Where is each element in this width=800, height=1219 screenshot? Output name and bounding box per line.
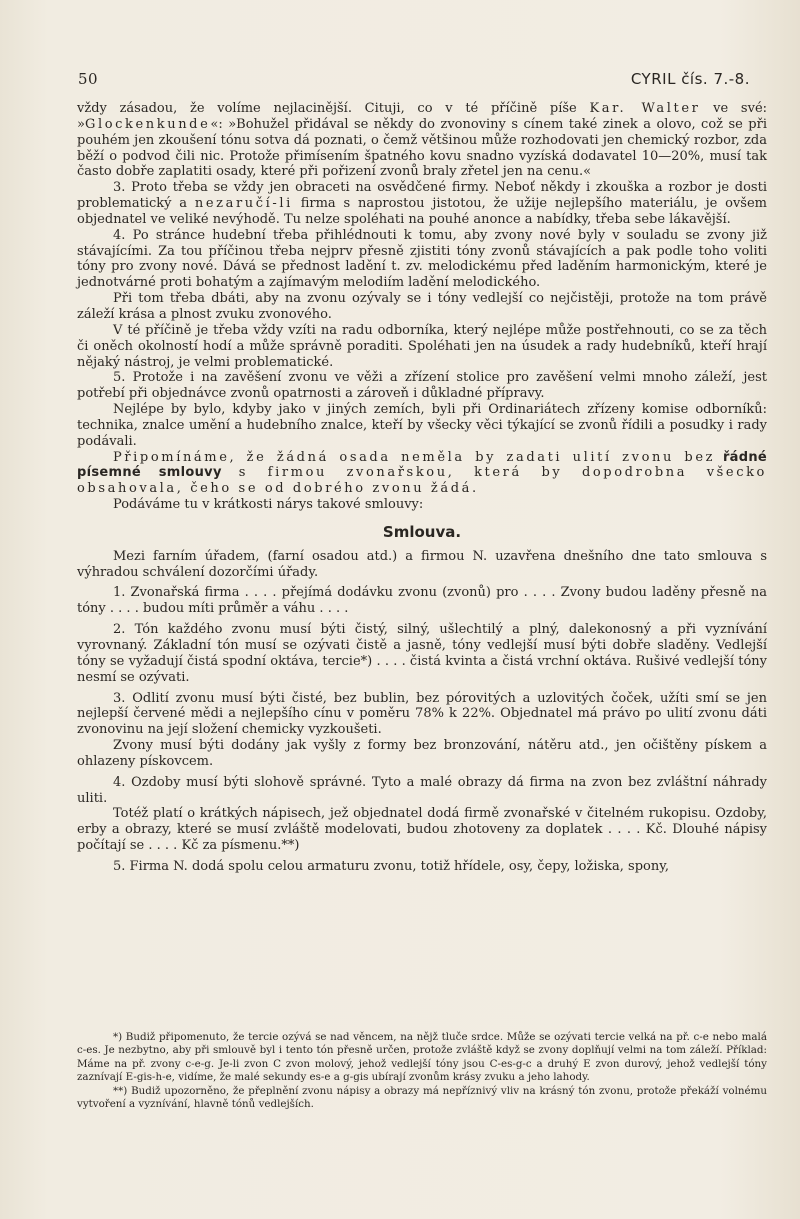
contract-title: Smlouva. (382, 522, 462, 541)
paragraph-quote: vždy zásadou, že volíme nejlacinější. Cituji, co v té příčině píše Kar. Walter ve své: »Glockenkunde«: »Bohužel přidával se někdy do zvonoviny s cínem také zinek a olovo, což se při pouhém jen zkoušení tónu sotva dá poznati, o čemž většinou může rozhodovati jen chemický rozbor, zda běží o podvod čili nic. Protože přimísením špatného kovu snadno vyzíská dodavatel 10—20%, musí tak často dobře zaplatiti osady, které při pořizení zvonů braly zřetel jen na cenu.« (77, 101, 768, 180)
paragraph-draft: Podáváme tu v krátkosti nárys takové smlouvy: (113, 497, 424, 513)
paragraph-notice: Připomínáme, že žádná osada neměla by zadati ulití zvonu bez řádné písemné smlouvy s firmou zvonařskou, která by dopodrobna všecko obsahovala, čeho se od dobrého zvonu žádá. (77, 449, 767, 497)
paragraph-5b: Nejlépe by bylo, kdyby jako v jiných zemích, byli při Ordinariátech zřízeny komise odborníků: technika, znalce umění a hudebního znalce, kteří by všecky věci týkající se zvonů řídili a posudky i rady podávali. (77, 402, 767, 449)
contract-item-3: 3. Odlití zvonu musí býti čisté, bez bublin, bez pórovitých a uzlovitých čoček, užíti smí se jen nejlepší červené mědi a nejlepšího cínu v poměru 78% k 22%. Objednatel má právo po ulití zvonu dáti zvonovinu na její složení chemicky vyzkoušeti. (77, 690, 767, 738)
journal-title: CYRIL čís. 7.-8. (630, 70, 750, 88)
contract-item-2: 2. Tón každého zvonu musí býti čistý, silný, ušlechtilý a plný, dalekonosný a při vyznívání vyrovnaný. Základní tón musí se ozývati čistě a jasně, tóny vedlejší musí býti dobře sladěny. Vedlejší tóny se vyžadují čistá spodní oktáva, tercie*) . . . . čistá kvinta a čistá vrchní oktáva. Rušivé vedlejší tóny nesmí se ozývati. (77, 622, 767, 685)
paragraph-4: 4. Po stránce hudební třeba přihlédnouti k tomu, aby zvony nové byly v souladu se zvony již stávajícími. Za tou příčinou třeba nejprv přesně zjistiti tóny zvonů stávajících a pak podle toho voliti tóny pro zvony nové. Dává se přednost ladění t. zv. melodickému před laděním harmonickým, které je jednotvárné proti bohatým a zajímavým melodiím ladění melodického. (77, 227, 767, 291)
emphasis-nezaruci: nezaručí-li (194, 196, 293, 212)
footnote-1: *) Budiž připomenuto, že tercie ozývá se nad věncem, na nějž tluče srdce. Může se ozývati tercie velká na př. c-e nebo malá c-es. Je nezbytno, aby při smlouvě byl i tento tón přesně určen, protože zvláště když se zvony doplňují velmi na tom záleží. Příklad: Máme na př. zvony c-e-g. Je-li zvon C zvon molový, jehož vedlejší tóny jsou C-es-g-c a druhý E zvon durový, jehož vedlejší tóny zaznívají E-gis-h-e, vidíme, že malé sekundy es-e a g-gis ubírají zvonům krásy zvuku a jeho lahody. (77, 1031, 767, 1084)
contract-item-5: 5. Firma N. dodá spolu celou armaturu zvonu, totiž hřídele, osy, čepy, ložiska, spony, (113, 858, 669, 874)
paragraph-4b: Při tom třeba dbáti, aby na zvonu ozývaly se i tóny vedlejší co nejčistěji, protože na tom právě záleží krása a plnost zvuku zvonového. (77, 291, 767, 322)
contract-intro: Mezi farním úřadem, (farní osadou atd.) a firmou N. uzavřena dnešního dne tato smlouva s výhradou schválení dozorčími úřady. (77, 548, 767, 580)
contract-item-4: 4. Ozdoby musí býti slohově správné. Tyto a malé obrazy dá firma na zvon bez zvláštní náhrady uliti. (77, 774, 767, 806)
author-name: Kar. Walter (589, 101, 701, 116)
footnotes (77, 1031, 767, 1111)
paragraph-3: 3. Proto třeba se vždy jen obraceti na osvědčené firmy. Neboť někdy i zkouška a rozbor je dosti problematický a nezaručí-li firma s naprostou jistotou, že užije nejlepšího materiálu, je ovšem objednatel ve veliké nevýhodě. Tu nelze spoléhati na pouhé anonce a nabídky, třeba sebe lákavější. (77, 180, 767, 227)
contract-item-1: 1. Zvonařská firma . . . . přejímá dodávku zvonu (zvonů) pro . . . . Zvony budou laděny přesně na tóny . . . . budou míti průměr a váhu . . . . (77, 585, 767, 617)
book-title: Glockenkunde (84, 116, 211, 132)
paragraph-5: 5. Protože i na zavěšení zvonu ve věži a zřízení stolice pro zavěšení velmi mnoho záleží, jest potřebí při objednávce zvonů opatrnosti a zároveň i důkladné přípravy. (77, 370, 767, 402)
contract-item-4b: Totéž platí o krátkých nápisech, jež objednatel dodá firmě zvonařské v čitelném rukopisu. Ozdoby, erby a obrazy, které se musí zvláště modelovati, budou zhotoveny za doplatek . . . . Kč. Dlouhé nápisy počítají se . . . . Kč za písmenu.**) (77, 806, 767, 854)
contract-item-3b: Zvony musí býti dodány jak vyšly z formy bez bronzování, nátěru atd., jen očištěny pískem a ohlazeny pískovcem. (77, 738, 767, 769)
article-body (77, 101, 767, 875)
footnote-2: **) Budiž upozorněno, že přeplnění zvonu nápisy a obrazy má nepříznivý vliv na krásný tón zvonu, protože překáží volnému vytvoření a vyznívání, hlavně tónů vedlejších. (77, 1084, 767, 1111)
emphasis-contract: řádné písemné smlouvy (77, 449, 767, 481)
page-number: 50 (78, 70, 99, 88)
paragraph-4c: V té příčině je třeba vždy vzíti na radu odborníka, který nejlépe může postřehnouti, co se za těch či oněch okolností hodí a může správně poraditi. Spoléhati jen na úsudek a rady hudebníků, kteří hrají nějaký nástroj, je velmi problematické. (77, 322, 767, 370)
